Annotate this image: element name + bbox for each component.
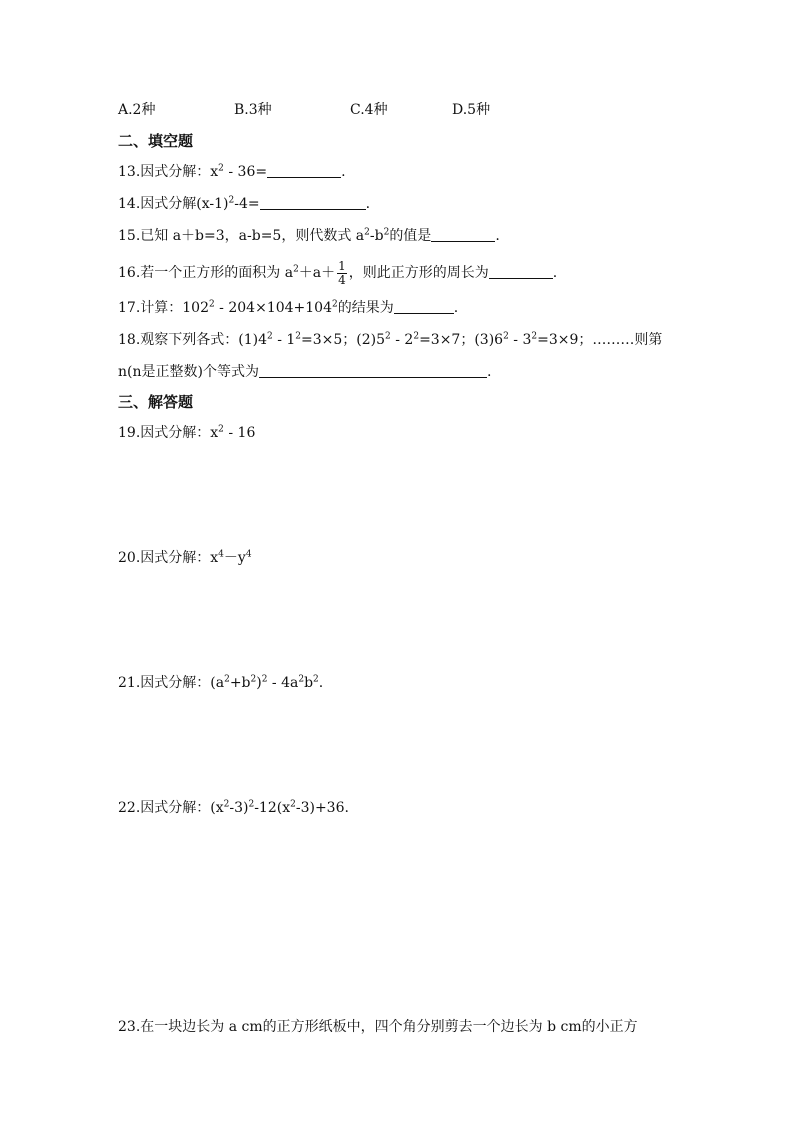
- answer-blank[interactable]: [260, 195, 366, 210]
- option-a: A.2种: [118, 102, 156, 118]
- option-c: C.4种: [350, 102, 388, 118]
- option-b: B.3种: [234, 102, 272, 118]
- question-18-line1: 18.观察下列各式：$(1)4^2 - 1^2=3\times 5$；$(2)5^2 - 2^2=3\times 7$；$(3)6^2 - 3^2=3\times 9$；………则第: [118, 331, 663, 348]
- question-21: 21.因式分解：$(a^2+b^2)^2 - 4a^2b^2$.: [118, 674, 324, 691]
- option-d: D.5种: [452, 102, 491, 118]
- section-answer-title: 三、解答题: [118, 393, 194, 411]
- question-20: 20.因式分解：$x^4-y^4$: [118, 549, 252, 566]
- answer-blank[interactable]: [267, 163, 341, 178]
- question-18-line2: n(n是正整数)个等式为 .: [118, 364, 492, 380]
- answer-blank[interactable]: [259, 363, 487, 378]
- answer-blank[interactable]: [431, 227, 495, 242]
- question-14: 14.因式分解$(x-1)^2-4=$ .: [118, 195, 371, 212]
- question-15: 15.已知 a＋b=3，a-b=5，则代数式 $a^2-b^2$的值是 .: [118, 227, 500, 244]
- question-23: 23.在一块边长为 a cm的正方形纸板中，四个角分别剪去一个边长为 b cm的小正方: [118, 1019, 638, 1035]
- section-fill-blank-title: 二、填空题: [118, 132, 194, 150]
- question-22: 22.因式分解：$(x^2-3)^2-12(x^2-3)+36$.: [118, 799, 349, 816]
- question-17: 17.计算：$102^2 - 204\times 104+104^2$的结果为 .: [118, 299, 459, 316]
- fraction: $\frac{1}{4}$: [338, 258, 346, 287]
- question-13: 13.因式分解：$x^2 - 36=$ .: [118, 163, 346, 180]
- answer-blank[interactable]: [394, 299, 454, 314]
- answer-blank[interactable]: [489, 264, 553, 279]
- question-19: 19.因式分解：$x^2 - 16$: [118, 424, 256, 441]
- question-16: 16.若一个正方形的面积为 $a^2+a+$ $\frac{1}{4}$ ，则此正方形的周长为 .: [118, 258, 558, 287]
